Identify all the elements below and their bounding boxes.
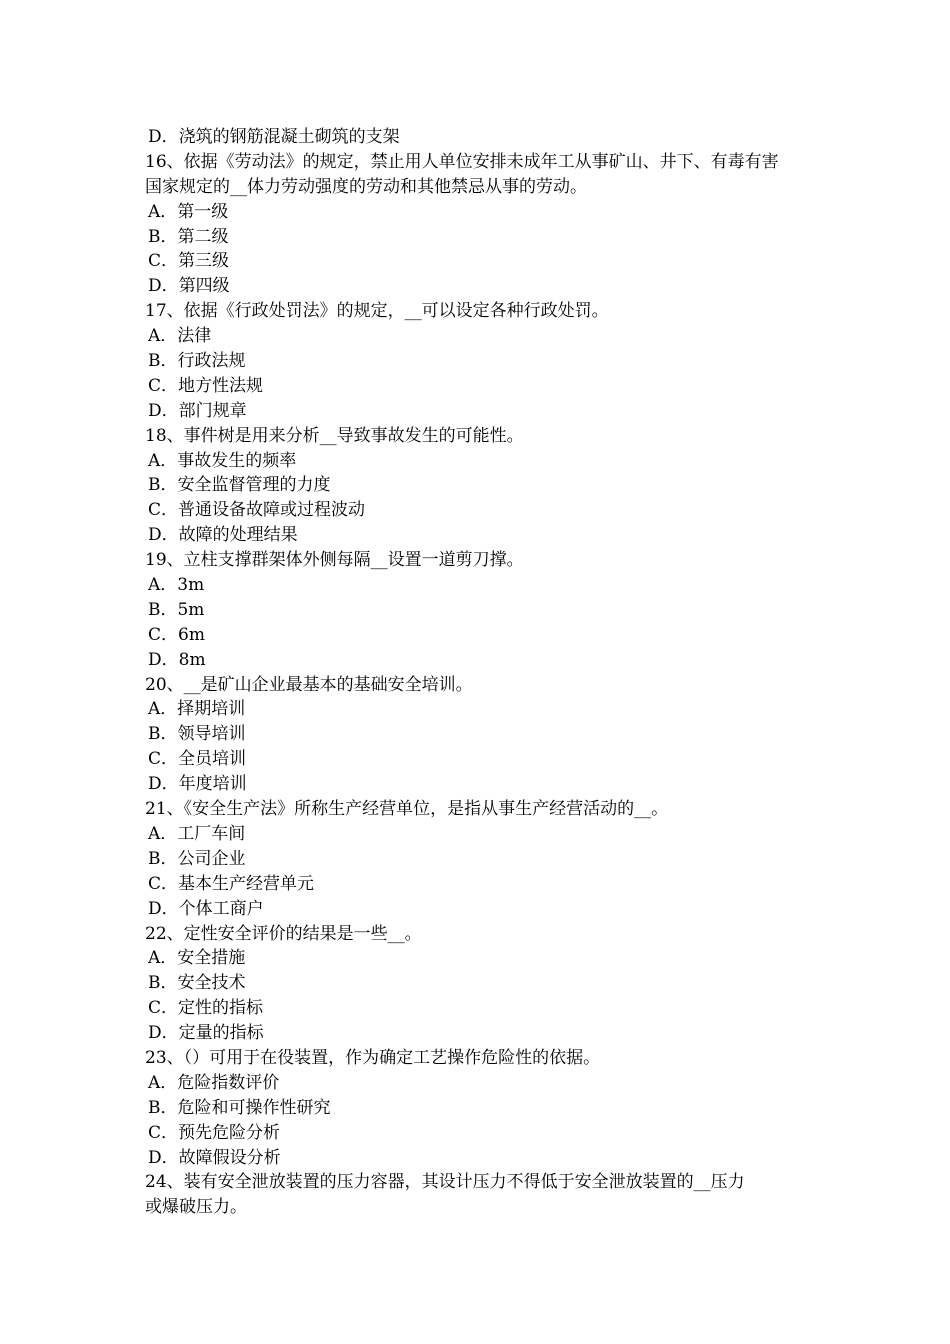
- answer-option: C．地方性法规: [148, 375, 264, 396]
- answer-option: C．6m: [148, 624, 205, 645]
- question-text: 19、立柱支撑群架体外侧每隔__设置一道剪刀撑。: [145, 550, 524, 571]
- answer-option: B．危险和可操作性研究: [148, 1097, 331, 1118]
- answer-option: A．工厂车间: [148, 823, 246, 844]
- answer-option: A．第一级: [148, 201, 229, 222]
- answer-option: C．第三级: [148, 251, 230, 272]
- answer-option: C．定性的指标: [148, 998, 264, 1019]
- answer-option: B．安全监督管理的力度: [148, 475, 331, 496]
- answer-option: C．普通设备故障或过程波动: [148, 500, 366, 521]
- answer-option: D．部门规章: [148, 400, 247, 421]
- answer-option: D．故障的处理结果: [148, 525, 298, 546]
- question-text: 24、装有安全泄放装置的压力容器，其设计压力不得低于安全泄放装置的__压力: [145, 1172, 745, 1193]
- question-text: 18、事件树是用来分析__导致事故发生的可能性。: [145, 425, 524, 446]
- question-text: 16、依据《劳动法》的规定，禁止用人单位安排未成年工从事矿山、井下、有毒有害: [145, 151, 779, 172]
- question-text: 22、定性安全评价的结果是一些__。: [145, 923, 422, 944]
- question-text: 或爆破压力。: [145, 1197, 247, 1218]
- answer-option: A．择期培训: [148, 699, 246, 720]
- question-text: 20、__是矿山企业最基本的基础安全培训。: [145, 674, 473, 695]
- answer-option: A．安全措施: [148, 948, 246, 969]
- answer-option: B．行政法规: [148, 351, 246, 372]
- answer-option: D．个体工商户: [148, 898, 264, 919]
- question-text: 23、（）可用于在役装置，作为确定工艺操作危险性的依据。: [145, 1047, 601, 1068]
- answer-option: A．法律: [148, 326, 212, 347]
- document-body: [145, 125, 810, 1220]
- answer-option: B．领导培训: [148, 724, 246, 745]
- answer-option: B．安全技术: [148, 973, 246, 994]
- answer-option: D．8m: [148, 649, 206, 670]
- answer-option: D．浇筑的钢筋混凝土砌筑的支架: [148, 127, 400, 147]
- question-text: 21、《安全生产法》所称生产经营单位，是指从事生产经营活动的__。: [145, 799, 669, 820]
- answer-option: D．年度培训: [148, 774, 247, 795]
- answer-option: B．公司企业: [148, 848, 246, 869]
- answer-option: A．事故发生的频率: [148, 450, 297, 471]
- question-text: 国家规定的__体力劳动强度的劳动和其他禁忌从事的劳动。: [145, 176, 587, 197]
- question-text: 17、依据《行政处罚法》的规定，__可以设定各种行政处罚。: [145, 301, 609, 322]
- answer-option: C．全员培训: [148, 749, 247, 770]
- answer-option: D．定量的指标: [148, 1023, 264, 1044]
- answer-option: B．5m: [148, 599, 205, 620]
- answer-option: A．危险指数评价: [148, 1072, 280, 1093]
- answer-option: D．第四级: [148, 276, 230, 297]
- answer-option: C．基本生产经营单元: [148, 873, 315, 894]
- answer-option: D．故障假设分析: [148, 1147, 281, 1168]
- answer-option: A．3m: [148, 575, 205, 596]
- answer-option: B．第二级: [148, 226, 229, 247]
- answer-option: C．预先危险分析: [148, 1122, 281, 1143]
